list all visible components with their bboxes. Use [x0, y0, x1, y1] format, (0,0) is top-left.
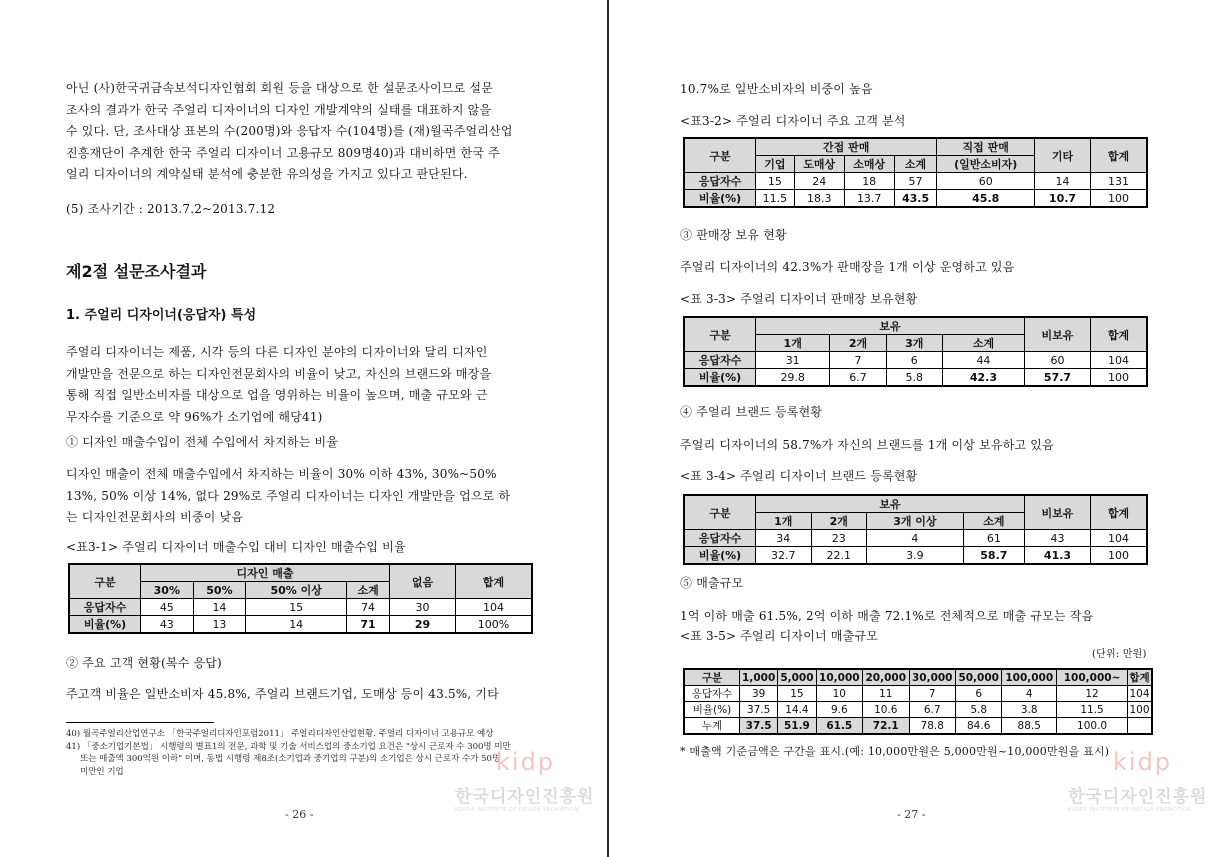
- table-cell: 57: [894, 173, 937, 190]
- header-cell: 소계: [963, 513, 1024, 530]
- header-cell: 구분: [69, 564, 141, 599]
- header-cell: 20,000: [863, 669, 909, 686]
- table3-caption: <표 3-3> 주얼리 디자이너 판매장 보유현황: [680, 292, 918, 306]
- table-cell: 37.5: [740, 718, 778, 735]
- watermark: [455, 782, 594, 813]
- table-row: [684, 547, 1147, 565]
- table-row: [684, 369, 1147, 387]
- table-cell: 11.5: [756, 190, 795, 208]
- item4-title: ④ 주얼리 브랜드 등록현황: [680, 405, 823, 419]
- page-number: - 27 -: [897, 808, 926, 821]
- text-line: 수 있다. 단, 조사대상 표본의 수(200명)와 응답자 수(104명)를 (재)월곡주얼리산업: [66, 124, 513, 138]
- table-cell: 60: [937, 173, 1035, 190]
- header-cell: 소매상: [844, 156, 894, 173]
- item1-title: ① 디자인 매출수입이 전체 수입에서 차지하는 비율: [66, 435, 339, 449]
- table-cell: 100: [1091, 547, 1148, 565]
- table-cell: 4: [1002, 686, 1057, 702]
- table-cell: 61: [963, 530, 1024, 547]
- table5-caption: <표 3-5> 주얼리 디자이너 매출규모: [680, 629, 878, 643]
- table-cell: 22.1: [811, 547, 867, 565]
- table-cell: 100: [1128, 702, 1152, 718]
- table-cell: 10: [816, 686, 862, 702]
- watermark-logo: kidp: [1113, 748, 1173, 776]
- survey-period: (5) 조사기간 : 2013.7.2~2013.7.12: [66, 202, 276, 216]
- table-cell: 4: [867, 530, 964, 547]
- table-stores: [683, 316, 1148, 387]
- table-cell: 39: [740, 686, 778, 702]
- item5-text: 1억 이하 매출 61.5%, 2억 이하 매출 72.1%로 전체적으로 매출 규모는 작음: [680, 609, 1094, 623]
- watermark-logo: kidp: [496, 748, 556, 776]
- header-cell: 100,000: [1002, 669, 1057, 686]
- row-label: 응답자수: [684, 352, 756, 369]
- table-cell: 31: [756, 352, 830, 369]
- table-cell: 34: [756, 530, 812, 547]
- header-cell: 1,000: [740, 669, 778, 686]
- table-cell: 14.4: [778, 702, 816, 718]
- table-cell: 37.5: [740, 702, 778, 718]
- table-cell: 13.7: [844, 190, 894, 208]
- table-row: [69, 616, 532, 634]
- header-cell: 2개: [811, 513, 867, 530]
- table-cell: 11: [863, 686, 909, 702]
- table-design-revenue: [68, 563, 533, 634]
- table-row: [684, 530, 1147, 547]
- table-cell: [1128, 718, 1152, 735]
- footnote: 41) 「중소기업기본법」 시행령의 별표1의 전문, 과학 및 기술 서비스업의 중소기업 요건은 "상시 근로자 수 300명 미만: [66, 741, 511, 752]
- table-cell: 44: [942, 352, 1024, 369]
- header-cell: 소계: [894, 156, 937, 173]
- row-label: 비율(%): [684, 547, 756, 565]
- row-label: 응답자수: [684, 530, 756, 547]
- page-divider: [607, 0, 609, 857]
- table-cell: 12: [1057, 686, 1128, 702]
- table-cell: 29.8: [756, 369, 830, 387]
- table-cell: 71: [347, 616, 390, 634]
- watermark-subtitle: KOREA INSTITUTE OF DESIGN PROMOTION: [1068, 807, 1192, 813]
- header-cell: 구분: [684, 138, 756, 173]
- table-cell: 100%: [456, 616, 533, 634]
- table-cell: 45.8: [937, 190, 1035, 208]
- table-cell: 6: [955, 686, 1001, 702]
- table-cell: 43.5: [894, 190, 937, 208]
- row-label: 비율(%): [684, 702, 740, 718]
- item3-text: 주얼리 디자이너의 42.3%가 판매장을 1개 이상 운영하고 있음: [680, 260, 1015, 274]
- intro-paragraph: [66, 78, 536, 186]
- header-cell: 3개: [886, 335, 942, 352]
- unit-label: (단위: 만원): [1092, 649, 1147, 660]
- row-label: 비율(%): [684, 190, 756, 208]
- header-cell: 보유: [756, 495, 1025, 513]
- watermark: [1068, 782, 1207, 813]
- row-label: 응답자수: [684, 173, 756, 190]
- left-page: [0, 0, 607, 857]
- table-cell: 43: [1025, 530, 1091, 547]
- header-cell: 100,000~: [1057, 669, 1128, 686]
- row-label: 누계: [684, 718, 740, 735]
- table-cell: 104: [456, 599, 533, 616]
- table-cell: 18.3: [794, 190, 844, 208]
- table-cell: 29: [390, 616, 456, 634]
- table-cell: 104: [1091, 530, 1148, 547]
- header-cell: 보유: [756, 317, 1025, 335]
- traits-paragraph: [66, 342, 536, 428]
- header-cell: 구분: [684, 669, 740, 686]
- text-line: 디자인 매출이 전체 매출수입에서 차지하는 비율이 30% 이하 43%, 30%~50%: [66, 467, 497, 481]
- table-cell: 7: [830, 352, 886, 369]
- table-cell: 15: [778, 686, 816, 702]
- table-cell: 61.5: [816, 718, 862, 735]
- header-cell: 2개: [830, 335, 886, 352]
- section-title: 제2절 설문조사결과: [66, 262, 207, 281]
- header-cell: 3개 이상: [867, 513, 964, 530]
- header-cell: 50%: [193, 582, 246, 599]
- header-cell: 소계: [347, 582, 390, 599]
- header-cell: 합계: [1091, 317, 1148, 352]
- table-cell: 23: [811, 530, 867, 547]
- table-cell: 15: [246, 599, 347, 616]
- header-cell: 합계: [456, 564, 533, 599]
- header-cell: 1개: [756, 335, 830, 352]
- table-row: [684, 718, 1152, 735]
- table-row: [684, 190, 1147, 208]
- row-label: 응답자수: [69, 599, 141, 616]
- table-cell: 7: [909, 686, 955, 702]
- header-cell: 디자인 매출: [141, 564, 390, 582]
- table-cell: 104: [1091, 352, 1148, 369]
- table-row: [684, 173, 1147, 190]
- table5-note: * 매출액 기준금액은 구간을 표시.(예: 10,000만원은 5,000만원~10,000만원을 표시): [680, 745, 1110, 758]
- table-cell: 13: [193, 616, 246, 634]
- table1-caption: <표3-1> 주얼리 디자이너 매출수입 대비 디자인 매출수입 비율: [66, 540, 406, 554]
- row-label: 응답자수: [684, 686, 740, 702]
- header-cell: 기업: [756, 156, 795, 173]
- header-cell: 합계: [1091, 138, 1148, 173]
- table-cell: 18: [844, 173, 894, 190]
- table-cell: 100: [1091, 190, 1148, 208]
- text-line: 얼리 디자이너의 계약실태 분석에 충분한 유의성을 가지고 있다고 판단된다.: [66, 167, 468, 181]
- header-cell: 직접 판매: [937, 138, 1035, 156]
- header-cell: 합계: [1128, 669, 1152, 686]
- table-row: [69, 599, 532, 616]
- header-cell: 10,000: [816, 669, 862, 686]
- table-cell: 9.6: [816, 702, 862, 718]
- text-line: 통해 직접 일반소비자를 대상으로 업을 영위하는 비율이 높으며, 매출 규모와 근: [66, 388, 488, 402]
- text-line: 주얼리 디자이너는 제품, 시각 등의 다른 디자인 분야의 디자이너와 달리 디자인: [66, 345, 488, 359]
- table-cell: 30: [390, 599, 456, 616]
- table-cell: 14: [246, 616, 347, 634]
- table-row: [684, 352, 1147, 369]
- text-line: 개발만을 전문으로 하는 디자인전문회사의 비율이 낮고, 자신의 브랜드와 매장을: [66, 366, 492, 381]
- item2-title: ② 주요 고객 현황(복수 응답): [66, 656, 222, 670]
- header-cell: 50% 이상: [246, 582, 347, 599]
- table-cell: 100.0: [1057, 718, 1128, 735]
- right-page: [610, 0, 1217, 857]
- header-cell: 50,000: [955, 669, 1001, 686]
- table-cell: 15: [756, 173, 795, 190]
- header-cell: (일반소비자): [937, 156, 1035, 173]
- table-cell: 51.9: [778, 718, 816, 735]
- table-cell: 6.7: [830, 369, 886, 387]
- header-cell: 도매상: [794, 156, 844, 173]
- table-sales-scale: [683, 668, 1153, 735]
- header-cell: 기타: [1035, 138, 1091, 173]
- table-cell: 58.7: [963, 547, 1024, 565]
- table-cell: 6.7: [909, 702, 955, 718]
- row-label: 비율(%): [684, 369, 756, 387]
- row-label: 비율(%): [69, 616, 141, 634]
- table-cell: 5.8: [886, 369, 942, 387]
- text-line: 진흥재단이 추계한 한국 주얼리 디자이너 고용규모 809명40)과 대비하면 한국 주: [66, 145, 500, 160]
- table-cell: 3.8: [1002, 702, 1057, 718]
- table-cell: 100: [1091, 369, 1148, 387]
- table-cell: 72.1: [863, 718, 909, 735]
- page-number: - 26 -: [285, 808, 314, 821]
- header-cell: 5,000: [778, 669, 816, 686]
- table-cell: 131: [1091, 173, 1148, 190]
- watermark-name: 한국디자인진흥원: [1068, 787, 1208, 807]
- table-cell: 24: [794, 173, 844, 190]
- table-cell: 3.9: [867, 547, 964, 565]
- table-cell: 32.7: [756, 547, 812, 565]
- watermark-subtitle: KOREA INSTITUTE OF DESIGN PROMOTION: [455, 807, 579, 813]
- table-cell: 78.8: [909, 718, 955, 735]
- subsection-title: 1. 주얼리 디자이너(응답자) 특성: [66, 308, 257, 323]
- item2-text: 주고객 비율은 일반소비자 45.8%, 주얼리 브랜드기업, 도매상 등이 43.5%, 기타: [66, 687, 500, 701]
- text-line: 아닌 (사)한국귀금속보석디자인협회 회원 등을 대상으로 한 설문조사이므로 설문: [66, 81, 494, 95]
- text-line: 13%, 50% 이상 14%, 없다 29%로 주얼리 디자이너는 디자인 개발만을 업으로 하: [66, 488, 511, 503]
- table-cell: 42.3: [942, 369, 1024, 387]
- table-cell: 10.7: [1035, 190, 1091, 208]
- item3-title: ③ 판매장 보유 현황: [680, 228, 787, 242]
- table-brands: [683, 494, 1148, 565]
- item5-title: ⑤ 매출규모: [680, 576, 744, 590]
- header-cell: 30,000: [909, 669, 955, 686]
- table-cell: 45: [141, 599, 194, 616]
- table-customers: [683, 137, 1148, 208]
- footnote-divider: [66, 722, 214, 723]
- continued-text: 10.7%로 일반소비자의 비중이 높음: [680, 82, 873, 96]
- table-cell: 11.5: [1057, 702, 1128, 718]
- table-row: [684, 686, 1152, 702]
- item4-text: 주얼리 디자이너의 58.7%가 자신의 브랜드를 1개 이상 보유하고 있음: [680, 438, 1054, 452]
- text-line: 무자수를 기준으로 약 96%가 소기업에 해당41): [66, 409, 323, 424]
- table-cell: 41.3: [1025, 547, 1091, 565]
- table4-caption: <표 3-4> 주얼리 디자이너 브랜드 등록현황: [680, 469, 918, 483]
- text-line: 조사의 결과가 한국 주얼리 디자이너의 디자인 개발계약의 실태를 대표하지 않을: [66, 102, 492, 117]
- header-cell: 합계: [1091, 495, 1148, 530]
- header-cell: 1개: [756, 513, 812, 530]
- table-cell: 6: [886, 352, 942, 369]
- table-cell: 14: [193, 599, 246, 616]
- header-cell: 없음: [390, 564, 456, 599]
- footnote: 40) 월곡주얼리산업연구소 「한국주얼리디자인포럼2011」 주얼리디자인산업현황. 주얼리 디자이너 고용규모 예상: [66, 729, 494, 739]
- table-cell: 60: [1025, 352, 1091, 369]
- table-cell: 14: [1035, 173, 1091, 190]
- header-cell: 30%: [141, 582, 194, 599]
- table-cell: 104: [1128, 686, 1152, 702]
- table-cell: 84.6: [955, 718, 1001, 735]
- table2-caption: <표3-2> 주얼리 디자이너 주요 고객 분석: [680, 114, 906, 128]
- table-cell: 10.6: [863, 702, 909, 718]
- watermark-name: 한국디자인진흥원: [455, 787, 595, 807]
- text-line: 는 디자인전문회사의 비중이 낮음: [66, 510, 244, 524]
- table-cell: 43: [141, 616, 194, 634]
- item1-paragraph: [66, 464, 536, 529]
- table-cell: 74: [347, 599, 390, 616]
- table-row: [684, 702, 1152, 718]
- header-cell: 비보유: [1025, 495, 1091, 530]
- table-cell: 57.7: [1025, 369, 1091, 387]
- footnote: 또는 매출액 300억원 이하" 이며, 동법 시행령 제8조(소기업과 중기업의 구분)의 소기업은 상시 근로자 수가 50명: [80, 754, 501, 764]
- table-cell: 88.5: [1002, 718, 1057, 735]
- header-cell: 비보유: [1025, 317, 1091, 352]
- header-cell: 간접 판매: [756, 138, 937, 156]
- table-cell: 5.8: [955, 702, 1001, 718]
- footnote: 미만인 기업: [80, 766, 124, 777]
- footnotes: [66, 728, 541, 778]
- header-cell: 소계: [942, 335, 1024, 352]
- header-cell: 구분: [684, 317, 756, 352]
- header-cell: 구분: [684, 495, 756, 530]
